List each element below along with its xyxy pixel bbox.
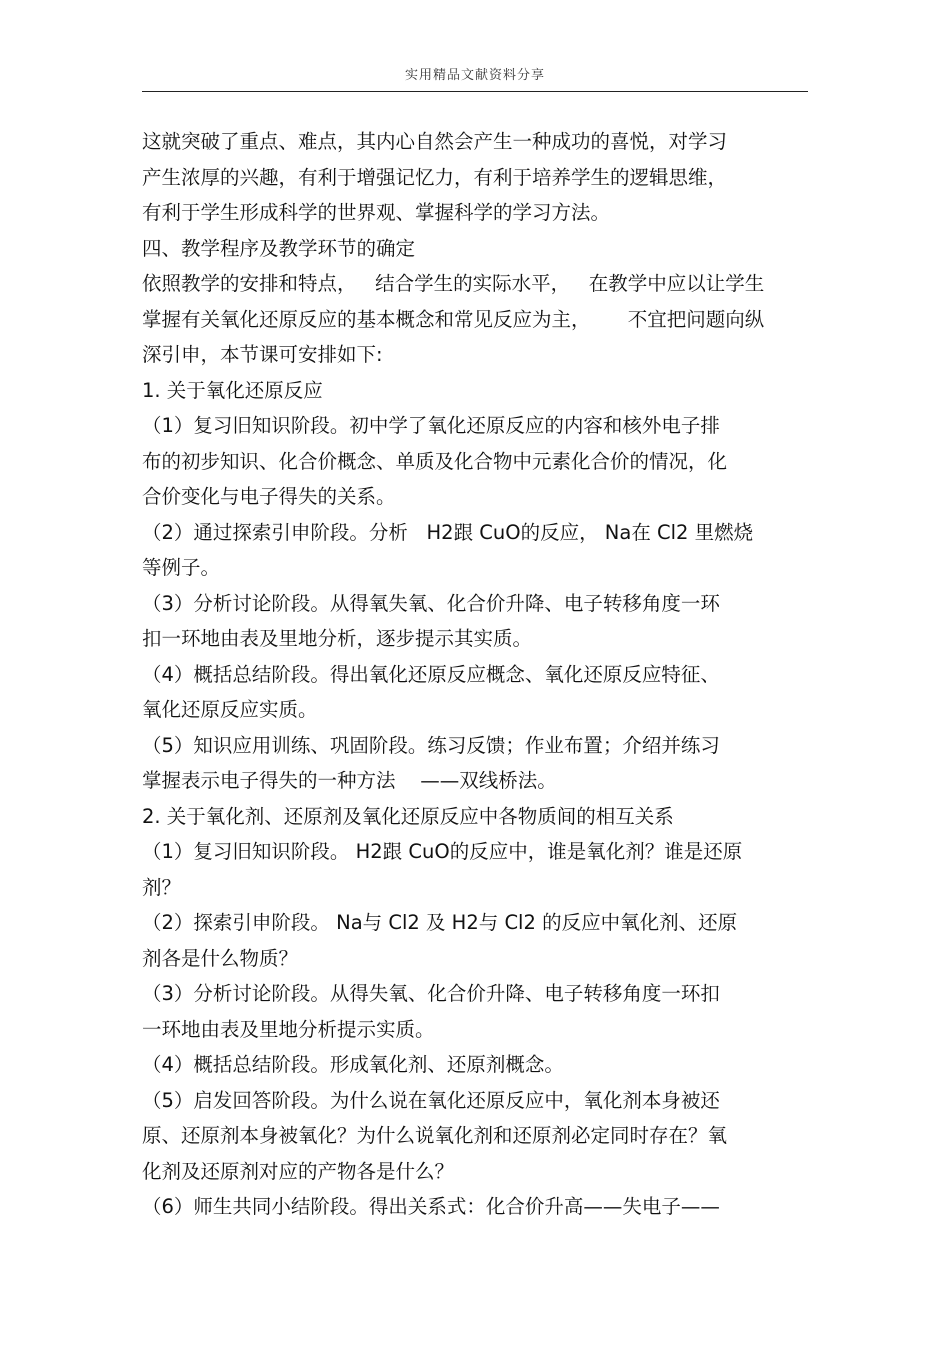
text-line: 剂？ xyxy=(142,875,182,899)
text-line: 掌握有关氧化还原反应的基本概念和常见反应为主， 不宜把问题向纵 xyxy=(142,307,765,331)
text-line: 这就突破了重点、难点，其内心自然会产生一种成功的喜悦，对学习 xyxy=(142,130,728,153)
text-line: （3）分析讨论阶段。从得氧失氧、化合价升降、电子转移角度一环 xyxy=(142,591,720,615)
text-line: 扣一环地由表及里地分析，逐步提示其实质。 xyxy=(142,627,533,650)
text-line: 有利于学生形成科学的世界观、掌握科学的学习方法。 xyxy=(142,201,611,224)
text-line: （6）师生共同小结阶段。得出关系式：化合价升高——失电子—— xyxy=(142,1195,720,1218)
text-line: 原、还原剂本身被氧化？为什么说氧化剂和还原剂必定同时存在？氧 xyxy=(142,1124,728,1147)
text-line: 深引申，本节课可安排如下: xyxy=(142,343,383,366)
text-line: 一环地由表及里地分析提示实质。 xyxy=(142,1017,435,1041)
text-line: （2）通过探索引申阶段。分析 H2跟 CuO的反应， Na在 Cl2 里燃烧 xyxy=(142,520,754,544)
text-line: 剂各是什么物质？ xyxy=(142,946,299,970)
header-divider xyxy=(142,91,808,92)
document-body xyxy=(142,124,812,1225)
text-line: （1）复习旧知识阶段。初中学了氧化还原反应的内容和核外电子排 xyxy=(142,414,720,437)
text-line: 依照教学的安排和特点， 结合学生的实际水平， 在教学中应以让学生 xyxy=(142,272,765,295)
subsection-heading: 2. 关于氧化剂、还原剂及氧化还原反应中各物质间的相互关系 xyxy=(142,804,674,828)
text-line: 氧化还原反应实质。 xyxy=(142,698,318,721)
text-line: 化剂及还原剂对应的产物各是什么？ xyxy=(142,1159,455,1183)
text-line: （5）启发回答阶段。为什么说在氧化还原反应中，氧化剂本身被还 xyxy=(142,1088,720,1112)
text-line: 等例子。 xyxy=(142,556,221,579)
text-line: （5）知识应用训练、巩固阶段。练习反馈；作业布置；介绍并练习 xyxy=(142,733,720,757)
text-line: 掌握表示电子得失的一种方法 ——双线桥法。 xyxy=(142,769,557,792)
text-line: （4）概括总结阶段。得出氧化还原反应概念、氧化还原反应特征、 xyxy=(142,662,720,686)
text-line: 产生浓厚的兴趣，有利于增强记忆力，有利于培养学生的逻辑思维， xyxy=(142,165,728,189)
page-header: 实用精品文献资料分享 xyxy=(404,68,545,83)
text-line: 合价变化与电子得失的关系。 xyxy=(142,485,396,508)
text-line: （4）概括总结阶段。形成氧化剂、还原剂概念。 xyxy=(142,1053,564,1076)
text-line: （3）分析讨论阶段。从得失氧、化合价升降、电子转移角度一环扣 xyxy=(142,982,720,1005)
text-line: （1）复习旧知识阶段。 H2跟 CuO的反应中，谁是氧化剂？谁是还原 xyxy=(142,840,743,863)
subsection-heading: 1. 关于氧化还原反应 xyxy=(142,378,323,402)
section-heading: 四、教学程序及教学环节的确定 xyxy=(142,236,416,260)
text-line: 布的初步知识、化合价概念、单质及化合物中元素化合价的情况，化 xyxy=(142,449,728,473)
text-line: （2）探索引申阶段。 Na与 Cl2 及 H2与 Cl2 的反应中氧化剂、还原 xyxy=(142,911,738,934)
